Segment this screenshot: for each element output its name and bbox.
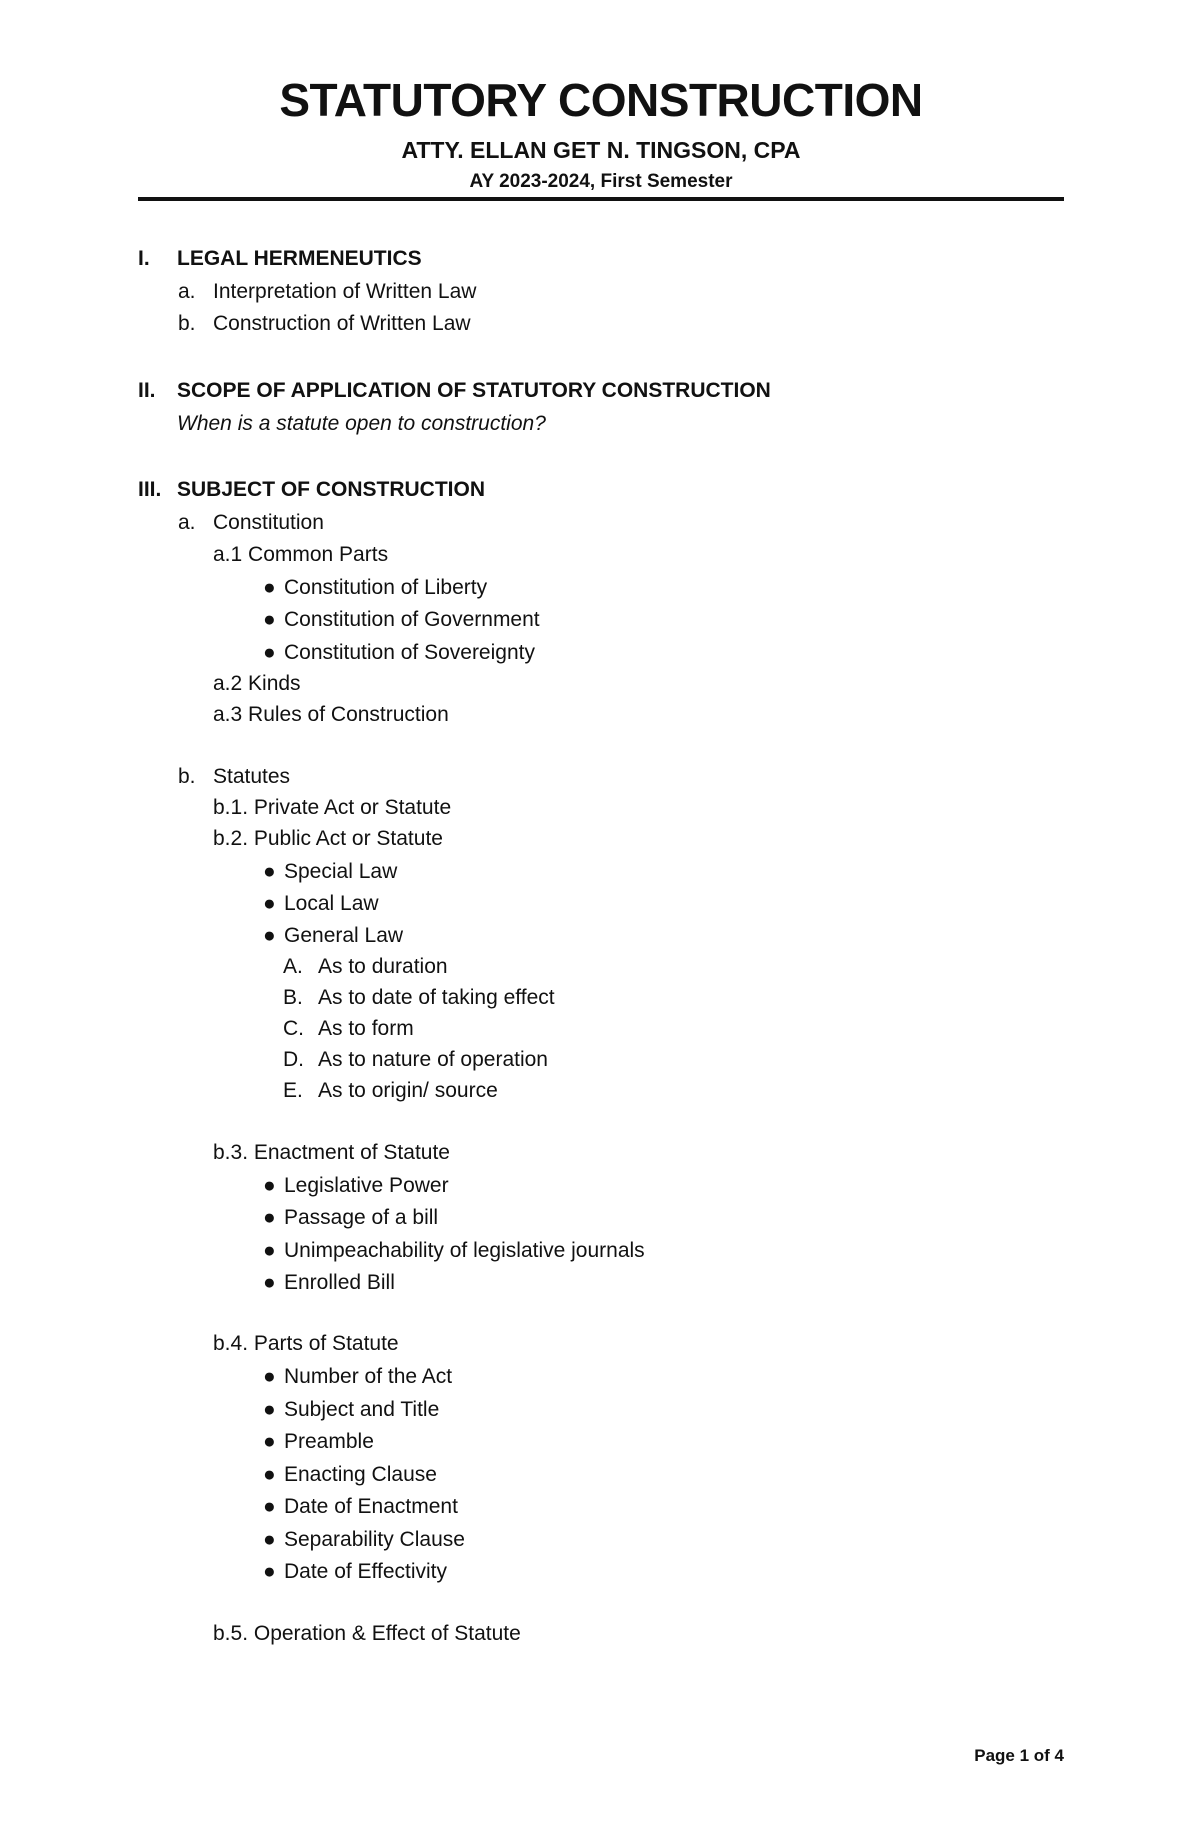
item-text: As to duration xyxy=(318,955,448,978)
item-label: b. xyxy=(178,312,196,335)
section-title: SUBJECT OF CONSTRUCTION xyxy=(177,478,486,501)
section-title: LEGAL HERMENEUTICS xyxy=(177,247,422,270)
item-label: C. xyxy=(283,1017,304,1040)
item-label: E. xyxy=(283,1079,303,1102)
bullet-item: Unimpeachability of legislative journals xyxy=(284,1239,645,1262)
bullet-icon: ● xyxy=(263,1430,276,1453)
item-text: As to origin/ source xyxy=(318,1079,498,1102)
bullet-icon: ● xyxy=(263,1560,276,1583)
subheading: b.2. Public Act or Statute xyxy=(213,827,443,850)
item-text: Constitution xyxy=(213,511,324,534)
subheading: b.5. Operation & Effect of Statute xyxy=(213,1622,521,1645)
bullet-icon: ● xyxy=(263,1495,276,1518)
page-number: Page 1 of 4 xyxy=(974,1746,1064,1765)
bullet-item: Special Law xyxy=(284,860,398,883)
item-text: As to nature of operation xyxy=(318,1048,548,1071)
section-title: SCOPE OF APPLICATION OF STATUTORY CONSTRUCTION xyxy=(177,379,771,402)
section-number: III. xyxy=(138,478,162,501)
item-label: A. xyxy=(283,955,303,978)
bullet-icon: ● xyxy=(263,1398,276,1421)
bullet-icon: ● xyxy=(263,1528,276,1551)
section-number: I. xyxy=(138,247,150,270)
document-title: STATUTORY CONSTRUCTION xyxy=(279,74,923,126)
bullet-icon: ● xyxy=(263,924,276,947)
item-label: D. xyxy=(283,1048,304,1071)
bullet-item: Enacting Clause xyxy=(284,1463,437,1486)
bullet-item: Subject and Title xyxy=(284,1398,440,1421)
item-label: a. xyxy=(178,280,196,303)
item-text: As to form xyxy=(318,1017,414,1040)
bullet-icon: ● xyxy=(263,1271,276,1294)
section-question: When is a statute open to construction? xyxy=(177,412,546,435)
bullet-item: Enrolled Bill xyxy=(284,1271,395,1294)
bullet-item: Separability Clause xyxy=(284,1528,465,1551)
item-label: a. xyxy=(178,511,196,534)
bullet-item: Legislative Power xyxy=(284,1174,449,1197)
bullet-icon: ● xyxy=(263,576,276,599)
bullet-icon: ● xyxy=(263,1463,276,1486)
bullet-item: Constitution of Liberty xyxy=(284,576,488,599)
document-header xyxy=(138,70,1064,195)
item-text: As to date of taking effect xyxy=(318,986,555,1009)
item-text: Interpretation of Written Law xyxy=(213,280,477,303)
header-divider xyxy=(138,197,1064,201)
academic-term: AY 2023-2024, First Semester xyxy=(469,171,733,192)
bullet-item: Preamble xyxy=(284,1430,374,1453)
subheading: a.3 Rules of Construction xyxy=(213,703,449,726)
bullet-item: Date of Effectivity xyxy=(284,1560,448,1583)
item-text: Construction of Written Law xyxy=(213,312,471,335)
bullet-item: Number of the Act xyxy=(284,1365,453,1388)
author-name: ATTY. ELLAN GET N. TINGSON, CPA xyxy=(401,137,801,163)
subheading: a.1 Common Parts xyxy=(213,543,389,566)
subheading: b.1. Private Act or Statute xyxy=(213,796,452,819)
bullet-icon: ● xyxy=(263,860,276,883)
bullet-item: Constitution of Sovereignty xyxy=(284,641,535,664)
item-label: B. xyxy=(283,986,303,1009)
bullet-icon: ● xyxy=(263,1365,276,1388)
item-label: b. xyxy=(178,765,196,788)
subheading: b.3. Enactment of Statute xyxy=(213,1141,450,1164)
bullet-item: Constitution of Government xyxy=(284,608,540,631)
subheading: b.4. Parts of Statute xyxy=(213,1332,399,1355)
bullet-icon: ● xyxy=(263,1206,276,1229)
subheading: a.2 Kinds xyxy=(213,672,301,695)
bullet-icon: ● xyxy=(263,892,276,915)
bullet-item: Passage of a bill xyxy=(284,1206,439,1229)
bullet-icon: ● xyxy=(263,1174,276,1197)
bullet-item: Local Law xyxy=(284,892,379,915)
item-text: Statutes xyxy=(213,765,291,788)
bullet-item: Date of Enactment xyxy=(284,1495,458,1518)
bullet-icon: ● xyxy=(263,641,276,664)
section-number: II. xyxy=(138,379,156,402)
bullet-icon: ● xyxy=(263,608,276,631)
bullet-icon: ● xyxy=(263,1239,276,1262)
bullet-item: General Law xyxy=(284,924,404,947)
